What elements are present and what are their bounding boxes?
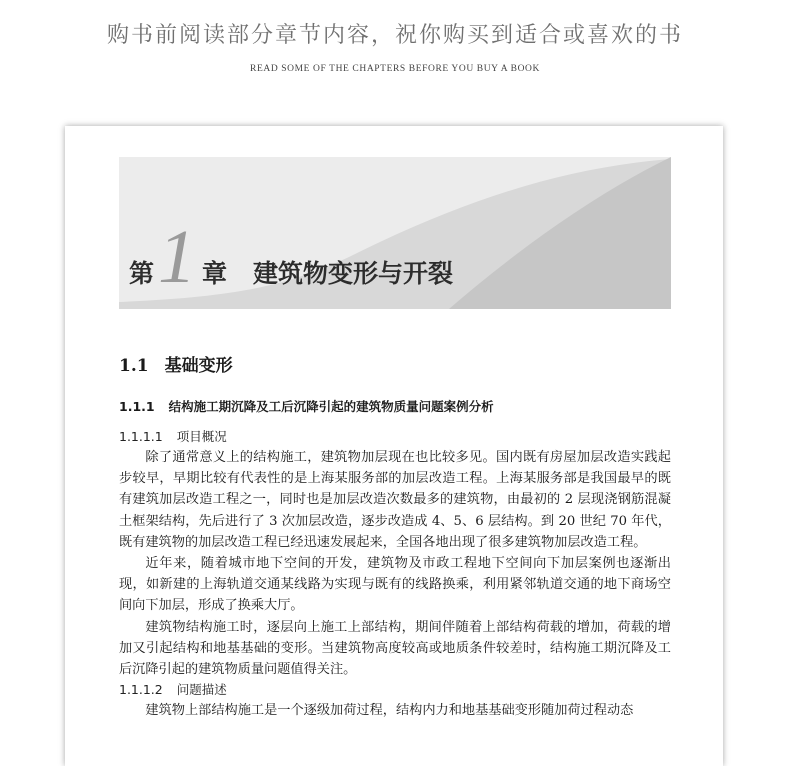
body-paragraph: 除了通常意义上的结构施工，建筑物加层现在也比较多见。国内既有房屋加层改造实践起步较早，早期比较有代表性的是上海某服务部的加层改造工程。上海某服务部是我国最早的既有建筑加层改造工程之一，同时也是加层改造次数最多的建筑物，由最初的 2 层现浇钢筋混凝土框架结构，先后进行了 3 次加层改造，逐步改造成 4、5、6 层结构。到 20 世纪 70 年代，既有建筑物的加层改造工程已经迅速发展起来，全国各地出现了很多建筑物加层改造工程。 [119,450,671,550]
page-content [119,351,671,721]
subsubsection-title: 问题描述 [176,682,227,698]
subsection-number: 1.1.1 [119,399,155,414]
chapter-title: 建筑物变形与开裂 [253,259,454,288]
section-title: 基础变形 [164,356,233,376]
subsubsection-number: 1.1.1.2 [119,682,163,698]
subsubsection-number: 1.1.1.1 [119,429,163,444]
subsubsection-heading [119,680,671,700]
chapter-number: 1 [158,215,197,299]
chapter-prefix: 第 [129,259,155,288]
section-heading [119,351,671,379]
chapter-heading [129,215,454,299]
page-header-subtitle: READ SOME OF THE CHAPTERS BEFORE YOU BUY A BOOK [250,64,540,74]
section-number: 1.1 [119,356,149,376]
page-header-title: 购书前阅读部分章节内容，祝你购买到适合或喜欢的书 [106,23,683,48]
subsection-heading [119,397,671,419]
subsection-title: 结构施工期沉降及工后沉降引起的建筑物质量问题案例分析 [168,399,494,414]
chapter-banner [119,157,671,309]
chapter-suffix: 章 [202,259,228,288]
subsubsection-heading [119,427,671,447]
body-paragraph: 近年来，随着城市地下空间的开发，建筑物及市政工程地下空间向下加层案例也逐渐出现，如新建的上海轨道交通某线路为实现与既有的线路换乘，利用紧邻轨道交通的地下商场空间向下加层，形成了换乘大厅。 [119,556,671,614]
subsubsection-title: 项目概况 [176,429,227,444]
body-paragraph: 建筑物上部结构施工是一个逐级加荷过程，结构内力和地基基础变形随加荷过程动态 [145,703,634,719]
body-paragraph: 建筑物结构施工时，逐层向上施工上部结构，期间伴随着上部结构荷载的增加，荷载的增加又引起结构和地基基础的变形。当建筑物高度较高或地质条件较差时，结构施工期沉降及工后沉降引起的建筑物质量问题值得关注。 [119,619,671,678]
